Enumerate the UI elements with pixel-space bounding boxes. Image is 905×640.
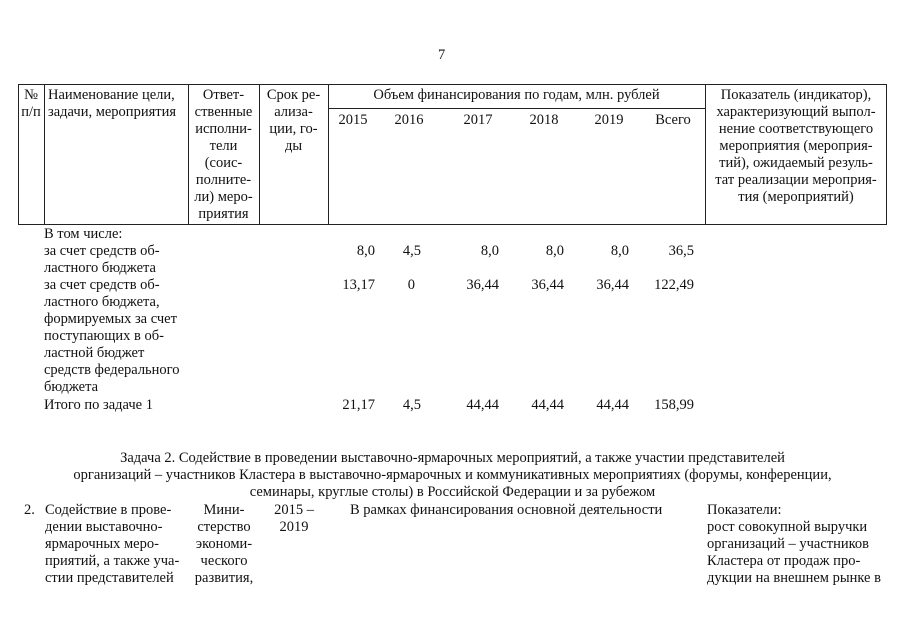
item-term: 2015 – 2019 — [274, 502, 314, 535]
item-responsible: Мини- стерство экономи- ческого развития, — [194, 502, 254, 586]
item-indicator: Показатели: рост совокупной выручки организаций – участников Кластера от продаж про- дукции на внешнем рынке в — [707, 502, 881, 586]
row-value: 44,44 — [596, 397, 629, 413]
row-value: 36,44 — [531, 277, 564, 293]
row-value: 122,49 — [654, 277, 694, 293]
row-value: 8,0 — [545, 243, 564, 259]
header-year: 2016 — [394, 112, 424, 128]
row-value: 4,5 — [402, 243, 421, 259]
row-value: 44,44 — [466, 397, 499, 413]
row-value: 36,44 — [596, 277, 629, 293]
row-label: за счет средств об- ластного бюджета, формируемых за счет поступающих в об- ластной бюджет средств федерального бюджета — [44, 277, 180, 395]
row-value: 36,5 — [668, 243, 694, 259]
header-col-indicator: Показатель (индикатор), характеризующий выпол- нение соответствующего мероприятия (мероприя- тий), ожидаемый резуль- тат реализации мероприя- тия (мероприятий) — [715, 87, 877, 205]
row-value: 0 — [407, 277, 415, 293]
row-value: 44,44 — [531, 397, 564, 413]
row-value: 13,17 — [342, 277, 375, 293]
row-value: 21,17 — [342, 397, 375, 413]
row-value: 8,0 — [480, 243, 499, 259]
row-value: 8,0 — [610, 243, 629, 259]
page-number: 7 — [438, 47, 446, 63]
row-label: В том числе: — [44, 226, 123, 242]
row-label: Итого по задаче 1 — [44, 397, 153, 413]
header-year: 2019 — [594, 112, 624, 128]
task-2-heading: Задача 2. Содействие в проведении выставочно-ярмарочных мероприятий, а также участии представителей организаций – участников Кластера в выставочно-ярмарочных и коммуникативных мероприятиях (форумы, конференции, семинары, круглые столы) в Российской Федерации и за рубежом — [73, 450, 832, 500]
item-funding: В рамках финансирования основной деятельности — [350, 502, 663, 518]
header-col-funding: Объем финансирования по годам, млн. рублей — [373, 87, 660, 103]
header-year: 2017 — [463, 112, 493, 128]
row-value: 4,5 — [402, 397, 421, 413]
header-year: 2018 — [529, 112, 559, 128]
header-col-term: Срок ре- ализа- ции, го- ды — [266, 87, 321, 154]
header-year: 2015 — [338, 112, 368, 128]
row-label: за счет средств об- ластного бюджета — [44, 243, 160, 276]
header-col-number: № п/п — [21, 87, 41, 120]
row-value: 8,0 — [356, 243, 375, 259]
header-col-name: Наименование цели, задачи, мероприятия — [48, 87, 177, 120]
row-value: 158,99 — [654, 397, 694, 413]
item-number: 2. — [24, 502, 35, 518]
row-value: 36,44 — [466, 277, 499, 293]
header-col-responsible: Ответ- ственные исполни- тели (соис- полните- ли) меро- приятия — [194, 87, 253, 222]
header-total: Всего — [655, 112, 691, 128]
item-name: Содействие в прове- дении выставочно- ярмарочных меро- приятий, а также уча- стии представителей — [45, 502, 180, 586]
